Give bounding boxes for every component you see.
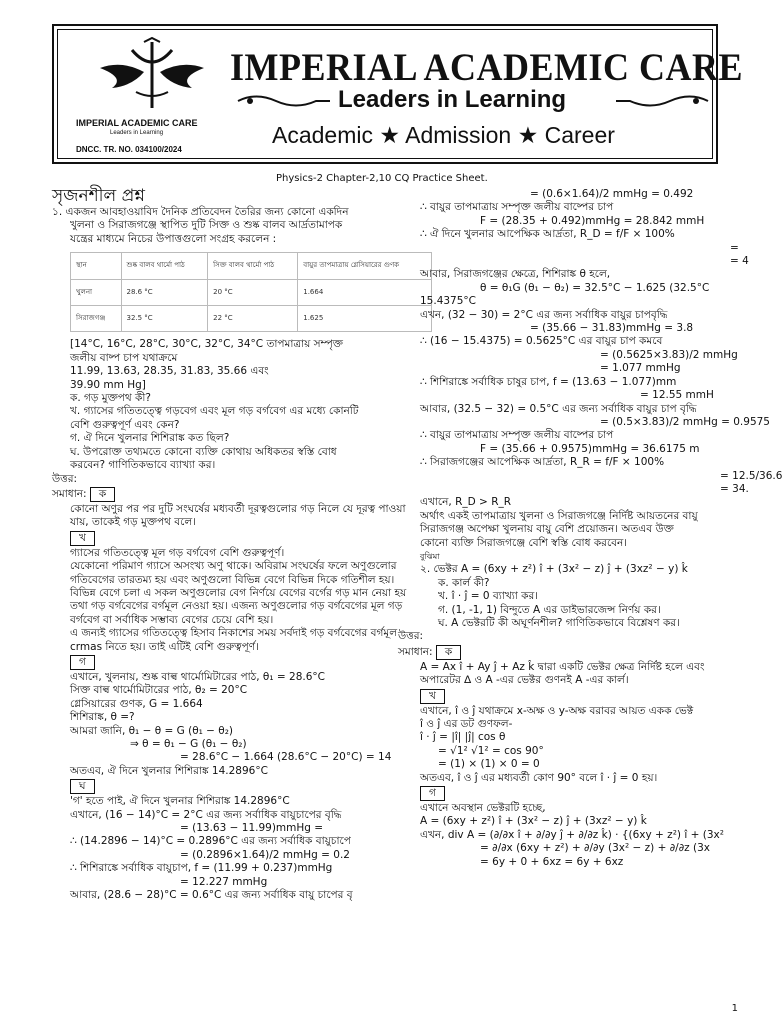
- table-cell: 28.6 °C: [121, 279, 208, 305]
- text-line: = √1² √1² = cos 90°: [438, 744, 544, 757]
- text-line: θ = θ₁G (θ₁ − θ₂) = 32.5°C − 1.625 (32.5°C: [480, 281, 710, 294]
- text-line: অপারেটর ∆ ও A -এর ভেক্টর গুণনই A -এর কার্ল।: [420, 674, 629, 687]
- text-line: অতএব, ঐ দিনে খুলনার শিশিরাঙ্ক 14.2896°C: [70, 764, 268, 777]
- tag-kha: খ: [70, 531, 95, 546]
- registration-number: DNCC. TR. NO. 034100/2024: [76, 145, 182, 154]
- solution-row: [52, 486, 397, 503]
- text-line: জলীয় বাষ্প চাপ যথাক্রমে: [70, 351, 178, 364]
- text-line: যেকোনো পরিমাণ গ্যাসে অসংখ্য অণু থাকে। অবিরাম সংঘর্ষের ফলে অণুগুলোর: [70, 560, 397, 573]
- logo: [70, 38, 240, 158]
- right-column: [398, 188, 782, 978]
- text-line: A = (6xy + z²) î + (3x² − z) ĵ + (3xz² − y) k̂: [420, 815, 647, 828]
- table-row: [71, 279, 432, 305]
- text-line: 'গ' হতে পাই, ঐ দিনে খুলনার শিশিরাঙ্ক 14.2896°C: [70, 795, 290, 808]
- text-line: শিশিরাঙ্ক, θ =?: [70, 711, 135, 724]
- text-line: সিরাজগঞ্জ অপেক্ষা খুলনায় বায়ু বেশি প্রয়োজন। অতএব উক্ত: [420, 523, 674, 536]
- text-line: = (0.6×1.64)/2 mmHg = 0.492: [530, 188, 694, 200]
- left-flourish-icon: [236, 92, 332, 110]
- text-line: আবার, সিরাজগঞ্জের ক্ষেত্রে, শিশিরাঙ্ক θ হলে,: [420, 268, 611, 281]
- table-cell: সিরাজগঞ্জ: [71, 306, 122, 332]
- text-line: বর্গবেগ বা সর্বাধিক সম্ভাব্য বেগের চেয়ে বেশি হয়।: [70, 613, 274, 626]
- motto: Academic ★ Admission ★ Career: [272, 122, 615, 148]
- text-line: = ∂/∂x (6xy + z²) + ∂/∂y (3x² − z) + ∂/∂z (3x: [480, 842, 710, 855]
- text-line: করবেন? গাণিতিকভাবে ব্যাখ্যা কর।: [70, 459, 216, 472]
- text-line: = 6y + 0 + 6xz = 6y + 6xz: [480, 855, 624, 868]
- text-line: এখানে, î ও ĵ যথাক্রমে x-অক্ষ ও y-অক্ষ বরাবর আয়ত একক ভেক্ট: [420, 704, 694, 717]
- q2-line: গ. (1, -1, 1) বিন্দুতে A এর ডাইভারজেন্স নির্ণয় কর।: [438, 603, 661, 616]
- text-line: গ্লেসিয়ারের গুণক, G = 1.664: [70, 697, 203, 710]
- solution-label: সমাধান:: [398, 645, 433, 658]
- table-row: [71, 306, 432, 332]
- text-line: = (35.66 − 31.83)mmHg = 3.8: [530, 322, 694, 335]
- table-cell: 20 °C: [208, 279, 298, 305]
- q2-line: খ. î · ĵ = 0 ব্যাখ্যা কর।: [438, 590, 539, 603]
- table-header-cell: শুষ্ক বালব থার্মো পাঠ: [121, 253, 208, 279]
- text-line: ক. গড় মুক্তপথ কী?: [70, 392, 151, 405]
- text-line: 39.90 mm Hg]: [70, 378, 146, 391]
- text-line: 15.4375°C: [420, 295, 477, 308]
- q2-line: ক. কার্ল কী?: [438, 576, 490, 589]
- text-line: = 12.227 mmHg: [180, 875, 268, 888]
- tag-ka: ক: [436, 645, 461, 660]
- solution-label: সমাধান:: [52, 487, 87, 500]
- text-line: crmas নিতে হয়। তাই এটিই বেশি গুরুত্বপূর্ণ।: [70, 640, 259, 653]
- text-line: আবার, (28.6 − 28)°C = 0.6°C এর জন্য সর্বাধিক বায়ু চাপের বৃ: [70, 889, 353, 902]
- table-cell: 32.5 °C: [121, 306, 208, 332]
- text-line: = 28.6°C − 1.664 (28.6°C − 20°C) = 14: [180, 751, 392, 764]
- logo-subtitle: Leaders in Learning: [110, 130, 164, 136]
- answer-label: উত্তর:: [398, 630, 424, 643]
- text-line: আমরা জানি, θ₁ − θ = G (θ₁ − θ₂): [70, 724, 234, 737]
- section-heading: সৃজনশীল প্রশ্ন: [52, 186, 145, 206]
- right-flourish-icon: [614, 92, 710, 110]
- tag-gha: ঘ: [70, 779, 95, 794]
- text-line: ∴ (16 − 15.4375) = 0.5625°C এর বায়ুর চাপ কমবে: [420, 335, 663, 348]
- text-line: ∴ সিরাজগঞ্জের আপেক্ষিক আর্দ্রতা, R_R = f/F × 100%: [420, 456, 665, 469]
- text-line: গতিবেগের তারতম্য হয় এবং অণুগুলো বিভিন্ন বেগে বিভিন্ন দিকে গতিশীল হয়।: [70, 573, 395, 586]
- text-line: = (0.5×3.83)/2 mmHg = 0.9575: [600, 415, 770, 428]
- q2-marker: বুঝিমা: [420, 551, 440, 561]
- text-line: খ. গ্যাসের গতিতত্ত্বে গড়বেগ এবং মূল গড় বর্গবেগ এর মধ্যে কোনটি: [70, 405, 359, 418]
- logo-name: IMPERIAL ACADEMIC CARE: [76, 118, 198, 128]
- tag-kha: খ: [420, 689, 445, 704]
- text-line: = (1) × (1) × 0 = 0: [438, 758, 540, 771]
- q1-line: খুলনা ও সিরাজগঞ্জে স্থাপিত দুটি সিক্ত ও শুষ্ক বালব আর্দ্রতামাপক: [70, 219, 343, 232]
- text-line: যায়, তাকেই গড় মুক্তপথ বলে।: [70, 516, 196, 529]
- text-line: = 1.077 mmHg: [600, 362, 681, 375]
- text-line: এখানে, R_D > R_R: [420, 496, 512, 509]
- table-header-row: [71, 253, 432, 279]
- text-line: গ. ঐ দিনে খুলনার শিশিরাঙ্ক কত ছিল?: [70, 432, 230, 445]
- text-line: এখানে, (16 − 14)°C = 2°C এর জন্য সর্বাধিক বায়ুচাপের বৃদ্ধি: [70, 808, 342, 821]
- text-line: সিক্ত বাল্ব থার্মোমিটারের পাঠ, θ₂ = 20°C: [70, 684, 248, 697]
- q1-line: ১. একজন আবহাওয়াবিদ দৈনিক প্রতিবেদন তৈরির জন্য কোনো একদিন: [52, 206, 349, 218]
- brand-title: IMPERIAL ACADEMIC CARE: [230, 45, 744, 89]
- q2-line: ঘ. A ভেক্টরটি কী অঘূর্ণনশীল? গাণিতিকভাবে বিশ্লেষণ কর।: [438, 617, 680, 629]
- text-line: এখানে অবস্থান ভেক্টরটি হচ্ছে,: [420, 802, 546, 815]
- text-line: ∴ শিশিরাঙ্কে সর্বাধিক চাষুর চাপ, f = (13.63 − 1.077)mm: [420, 375, 677, 388]
- text-line: বিভিন্ন বেগে চলা এ সকল অণুগুলোর বেগ নির্ণয়ে বেগের বর্গের গড় মান নেয়া হয়: [70, 586, 407, 599]
- text-line: ∴ বায়ুর তাপমাত্রায় সম্পৃক্ত জলীয় বাষ্পের চাপ: [420, 201, 614, 214]
- table-cell: 1.625: [298, 306, 432, 332]
- table-cell: 22 °C: [208, 306, 298, 332]
- text-line: î ও ĵ এর ডট গুণফল-: [420, 718, 513, 731]
- question-1-parts: [52, 338, 397, 472]
- question-2: [420, 563, 768, 630]
- table-cell: খুলনা: [71, 279, 122, 305]
- text-line: =: [730, 241, 739, 254]
- left-column: [52, 186, 407, 902]
- text-line: ∴ শিশিরাঙ্কে সর্বাধিক বায়ুচাপ, f = (11.99 + 0.237)mmHg: [70, 862, 333, 875]
- table-header-cell: সিক্ত বালব থার্মো পাঠ: [208, 253, 298, 279]
- text-line: এখানে, খুলনায়, শুষ্ক বাল্ব থার্মোমিটারের পাঠ, θ₁ = 28.6°C: [70, 670, 325, 683]
- text-line: ঘ. উপরোক্ত তথ্যমতে কোনো ব্যক্তি কোথায় অধিকতর স্বস্তি বোধ: [70, 445, 337, 458]
- page-number: 1: [731, 1003, 738, 1014]
- tag-ga: গ: [420, 786, 445, 801]
- table-header-cell: বায়ুর তাপমাত্রায় গ্লেসিয়ারের গুণক: [298, 253, 432, 279]
- text-line: [14°C, 16°C, 28°C, 30°C, 32°C, 34°C তাপমাত্রায় সম্পৃক্ত: [70, 338, 343, 351]
- trident-logo-icon: [92, 38, 212, 110]
- tagline: Leaders in Learning: [338, 86, 567, 113]
- text-line: আবার, (32.5 − 32) = 0.5°C এর জন্য সর্বাধিক বায়ুর চাপ বৃদ্ধি: [420, 402, 697, 415]
- data-table: [70, 252, 432, 332]
- text-line: ∴ (14.2896 − 14)°C = 0.2896°C এর জন্য সর্বাধিক বায়ুচাপে: [70, 835, 351, 848]
- text-line: = 4: [730, 255, 749, 268]
- text-line: বেশি গুরুত্বপূর্ণ এবং কেন?: [70, 418, 180, 431]
- text-line: ∴ ঐ দিনে খুলনার আপেক্ষিক আর্দ্রতা, R_D = f/F × 100%: [420, 228, 675, 241]
- text-line: এ জন্যই গ্যাসের গতিতত্ত্বে হিসাব নিকাশের সময় সর্বদাই গড় বর্গবেগের বর্গমূল: [70, 627, 398, 640]
- tag-ga: গ: [70, 655, 95, 670]
- tag-ka: ক: [90, 487, 115, 502]
- text-line: A = Ax î + Ay ĵ + Az k̂ দ্বারা একটি ভেক্টর ক্ষেত্র নির্দিষ্ট হলে এবং: [420, 660, 705, 673]
- text-line: = 12.5/36.6: [720, 469, 782, 482]
- q1-line: যন্ত্রের মাধ্যমে নিচের উপাত্তগুলো সংগ্রহ করলেন :: [70, 232, 277, 245]
- text-line: = (0.5625×3.83)/2 mmHg: [600, 348, 738, 361]
- question-1: [52, 206, 397, 246]
- text-line: 11.99, 13.63, 28.35, 31.83, 35.66 এবং: [70, 365, 269, 378]
- text-line: ∴ বায়ুর তাপমাত্রায় সম্পৃক্ত জলীয় বাষ্পের চাপ: [420, 429, 614, 442]
- text-line: = (0.2896×1.64)/2 mmHg = 0.2: [180, 848, 350, 861]
- text-line: অর্থাৎ একই তাপমাত্রায় খুলনা ও সিরাজগঞ্জে নির্দিষ্ট আয়তনের বায়ু: [420, 509, 698, 522]
- sheet-title: Physics-2 Chapter-2,10 CQ Practice Sheet.: [276, 173, 488, 184]
- text-line: তথা গড় বর্গবেগের বর্গমূল নেওয়া হয়। এজন্য অণুগুলোর গড় বর্গবেগের মূল গড়: [70, 600, 403, 613]
- table-header-cell: স্থান: [71, 253, 122, 279]
- table-cell: 1.664: [298, 279, 432, 305]
- text-line: F = (35.66 + 0.9575)mmHg = 36.6175 m: [480, 442, 700, 455]
- answer-ka: [52, 502, 407, 903]
- q2-line: ২. ভেক্টর A = (6xy + z²) î + (3x² − z) ĵ + (3xz² − y) k̂: [420, 563, 688, 576]
- text-line: = 34.: [720, 482, 749, 495]
- text-line: î · ĵ = |î| |ĵ| cos θ: [420, 731, 506, 744]
- text-line: F = (28.35 + 0.492)mmHg = 28.842 mmH: [480, 214, 705, 227]
- text-line: = (13.63 − 11.99)mmHg =: [180, 822, 324, 835]
- text-line: = 12.55 mmH: [640, 389, 714, 402]
- text-line: এখন, (32 − 30) = 2°C এর জন্য সর্বাধিক বায়ুর চাপবৃদ্ধি: [420, 308, 668, 321]
- text-line: অতএব, î ও ĵ এর মধ্যবর্তী কোণ 90° বলে î · ĵ = 0 হয়।: [420, 771, 658, 784]
- solution-row: [398, 644, 768, 661]
- answer-label: উত্তর:: [52, 472, 78, 485]
- text-line: কোনো ব্যক্তি সিরাজগঞ্জে বেশি স্বস্তি বোধ করবেন।: [420, 536, 628, 549]
- text-line: কোনো অণুর পর পর দুটি সংঘর্ষের মধ্যবর্তী দূরত্বগুলোর গড় নিলে যে দূরত্ব পাওয়া: [70, 502, 406, 515]
- text-line: এখন, div A = (∂/∂x î + ∂/∂y ĵ + ∂/∂z k̂) · {(6xy + z²) î + (3x²: [420, 828, 724, 841]
- text-line: ⇒ θ = θ₁ − G (θ₁ − θ₂): [130, 738, 247, 750]
- text-line: গ্যাসের গতিতত্ত্বে মূল গড় বর্গবেগ বেশি গুরুত্বপূর্ণ।: [70, 546, 285, 559]
